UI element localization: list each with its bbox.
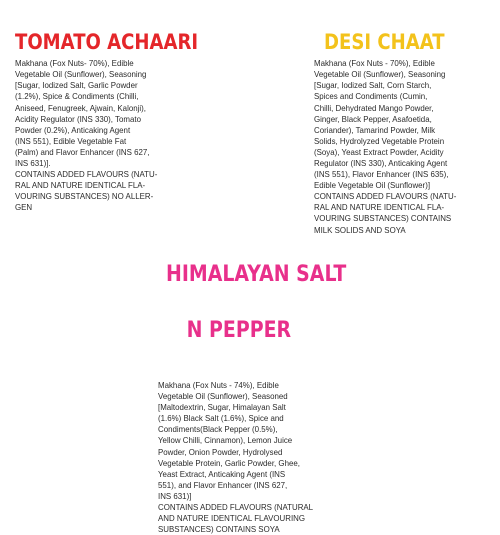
desi-chaat-section xyxy=(314,30,494,236)
himalayan-salt-n-pepper-ingredients: Makhana (Fox Nuts - 74%), Edible Vegetable Oil (Sunflower), Seasoned [Maltodextrin, Sugar, Himalayan Salt (1.6%) Black Salt (1.6%), Spice and Condiments(Black Pepper (0.5%), Yellow Chilli, Cinnamon), Lemon Juice Powder, Onion Powder, Hydrolysed Vegetable Protein, Garlic Powder, Ghee, Yeast Extract, Anticaking Agent (INS 551), and Flavor Enhancer (INS 627, INS 631)] CONTAINS ADDED FLAVOURS (NATURAL AND NATURE IDENTICAL FLAVOURING SUBSTANCES) CONTAINS SOYA xyxy=(158,380,314,535)
desi-chaat-ingredients: Makhana (Fox Nuts - 70%), Edible Vegetable Oil (Sunflower), Seasoning [Sugar, Iodized Salt, Corn Starch, Spices and Condiments (Cumin, Chilli, Dehydrated Mango Powder, Ginger, Black Pepper, Asafoetida, Coriander), Tamarind Powder, Milk Solids, Hydrolyzed Vegetable Protein (Soya), Yeast Extract Powder, Acidity Regulator (INS 330), Anticaking Agent (INS 551), Flavor Enhancer (INS 635), Edible Vegetable Oil (Sunflower)] CONTAINS ADDED FLAVOURS (NATU- RAL AND NATURE IDENTICAL FLA- VOURING SUBSTANCES) CONTAINS MILK SOLIDS AND SOYA xyxy=(314,58,457,235)
tomato-achaari-title: TOMATO ACHAARI xyxy=(15,30,199,54)
himalayan-salt-n-pepper-section xyxy=(158,233,381,535)
tomato-achaari-section xyxy=(15,30,240,213)
himalayan-salt-n-pepper-title xyxy=(166,233,351,373)
himalayan-title-line1: HIMALAYAN SALT xyxy=(166,262,347,287)
tomato-achaari-ingredients: Makhana (Fox Nuts- 70%), Edible Vegetable Oil (Sunflower), Seasoning [Sugar, Iodized Salt, Garlic Powder (1.2%), Spice & Condiments (Chilli, Aniseed, Fenugreek, Ajwain, Kalonji), Acidity Regulator (INS 330), Tomato Powder (0.2%), Anticaking Agent (INS 551), Edible Vegetable Fat (Palm) and Flavor Enhancer (INS 627, INS 631)]. CONTAINS ADDED FLAVOURS (NATU- RAL AND NATURE IDENTICAL FLA- VOURING SUBSTANCES) NO ALLER- GEN xyxy=(15,58,158,213)
himalayan-title-line2: N PEPPER xyxy=(186,318,292,343)
desi-chaat-title: DESI CHAAT xyxy=(324,30,445,54)
